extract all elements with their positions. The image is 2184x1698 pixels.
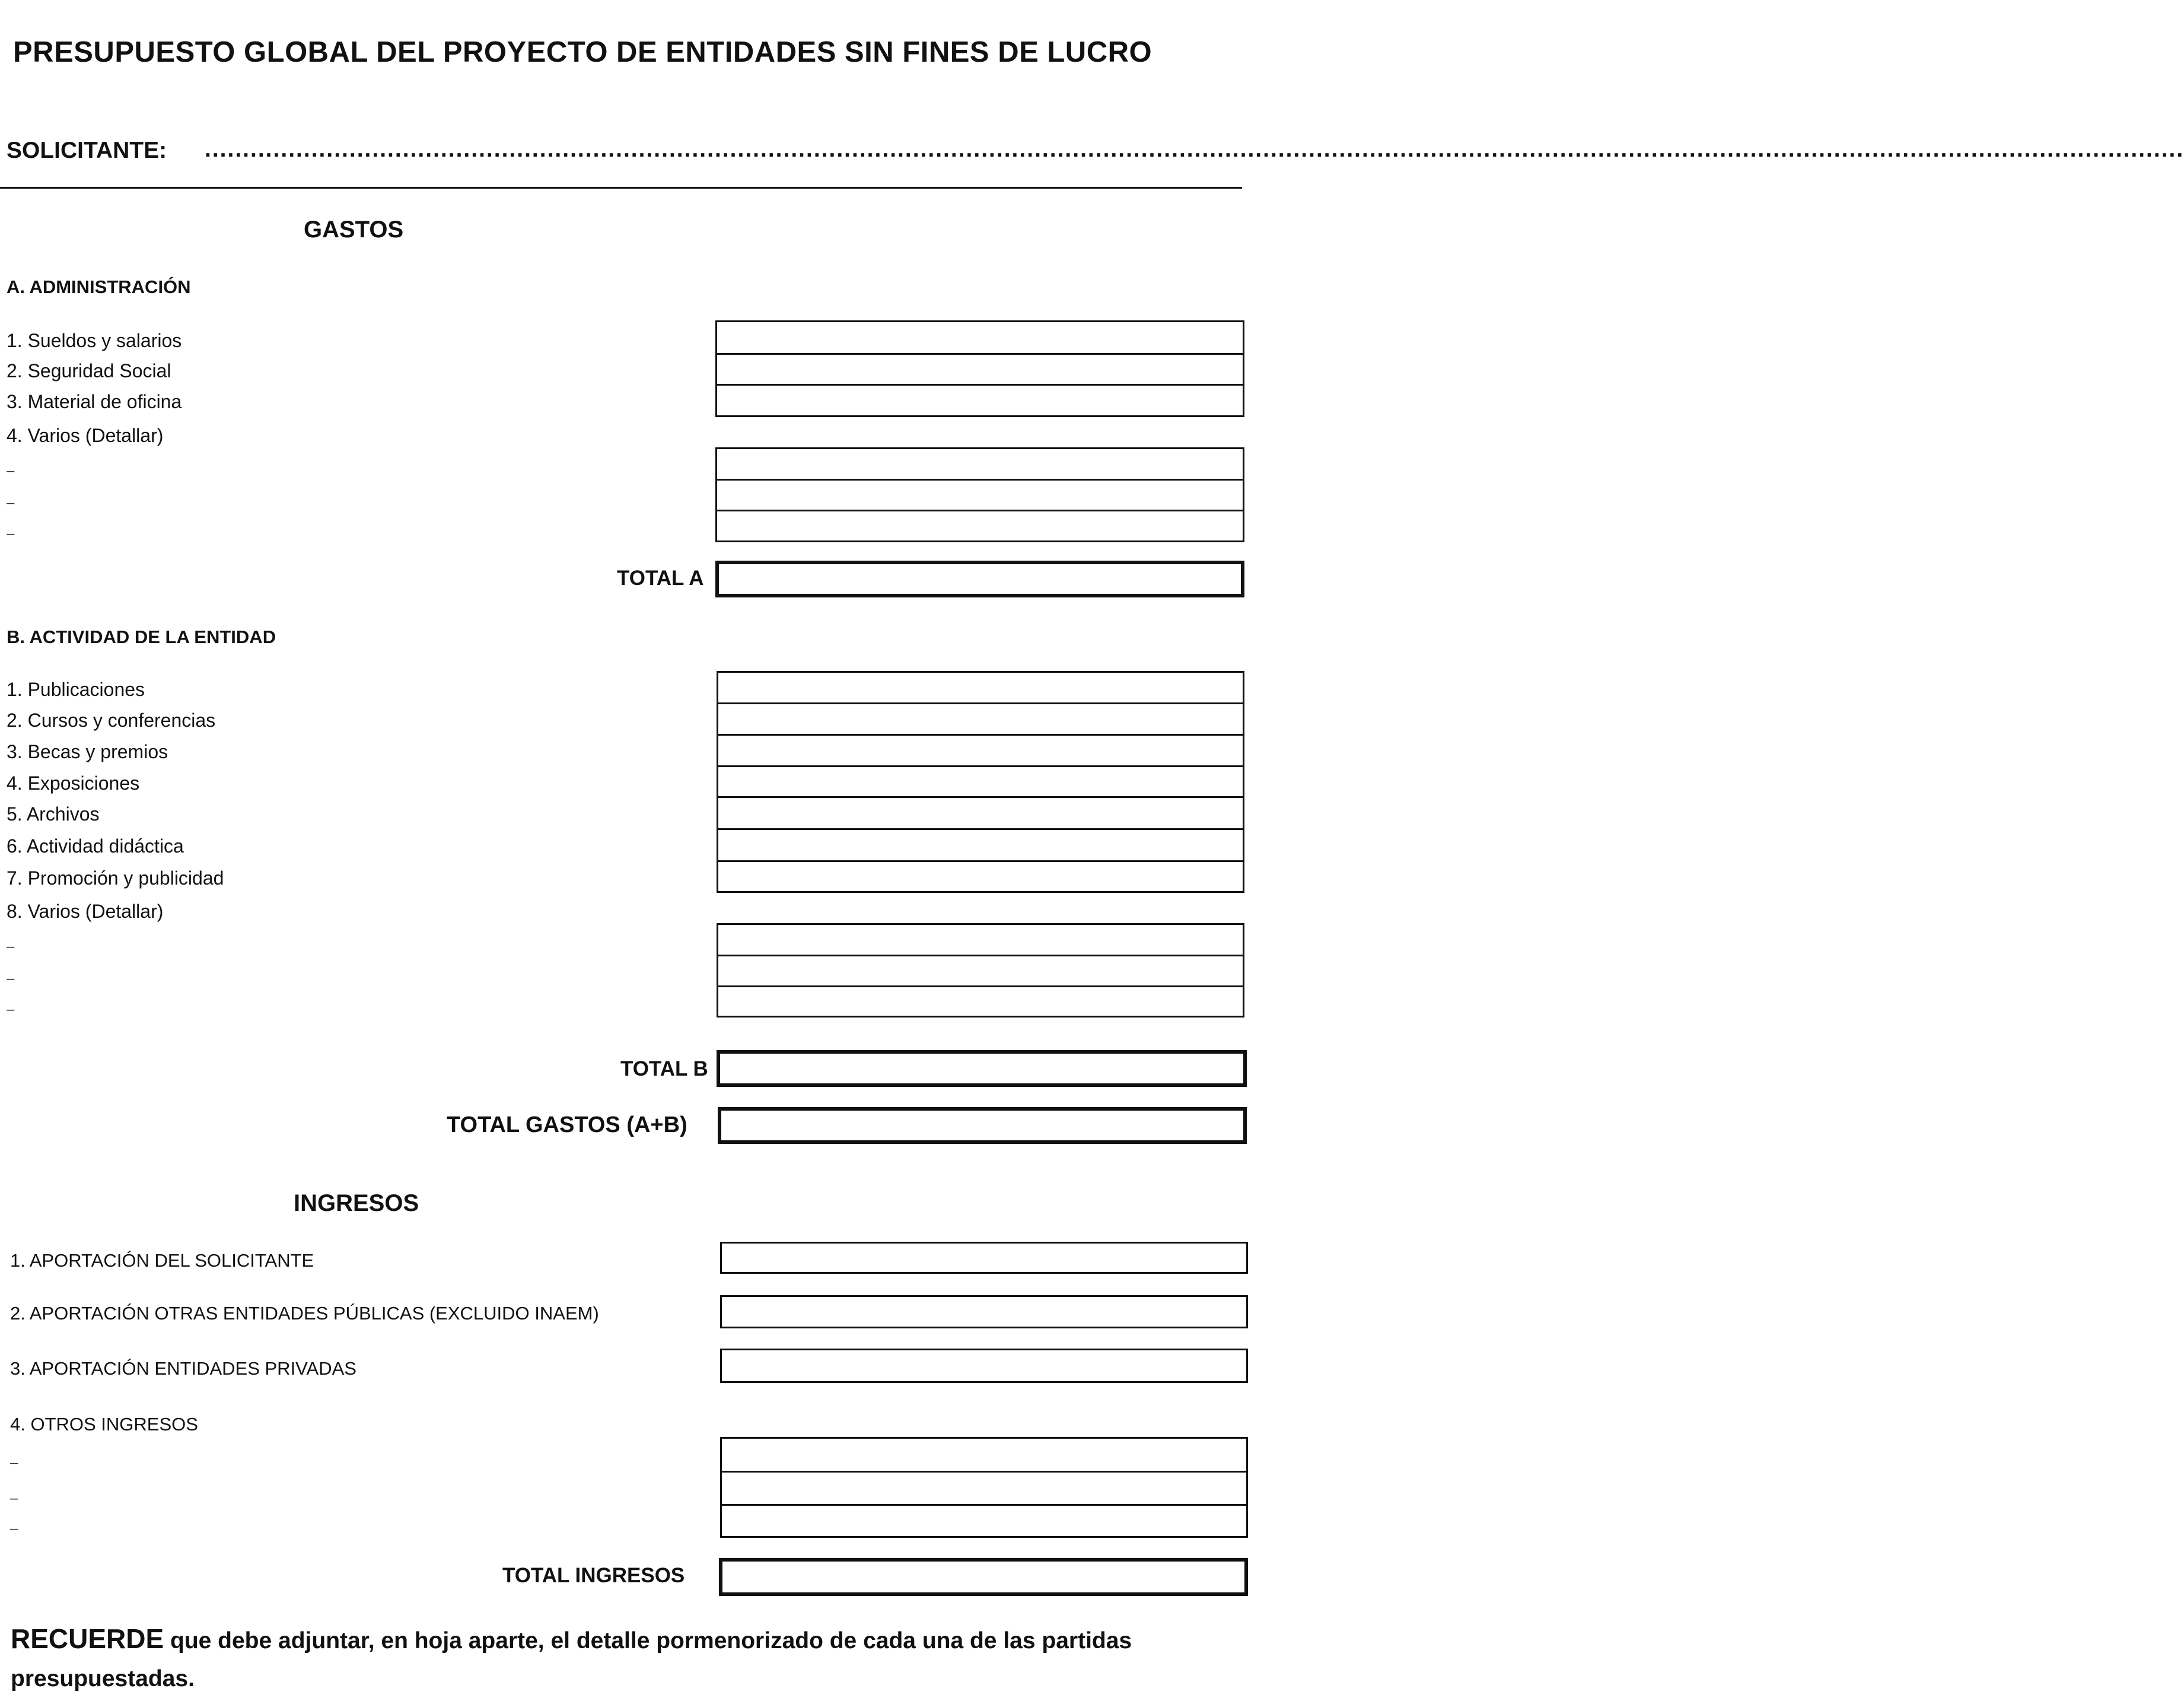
ingreso-entidades-publicas: 2. APORTACIÓN OTRAS ENTIDADES PÚBLICAS (EXCLUIDO INAEM) [10, 1303, 599, 1324]
row-divider [718, 955, 1243, 956]
total-ingresos-label: TOTAL INGRESOS [502, 1564, 685, 1587]
item-varios-a: 4. Varios (Detallar) [7, 425, 164, 446]
section-b-heading: B. ACTIVIDAD DE LA ENTIDAD [7, 627, 276, 647]
amount-box-ingreso-1[interactable] [720, 1242, 1248, 1274]
item-promocion: 7. Promoción y publicidad [7, 867, 224, 889]
row-divider [718, 985, 1243, 987]
row-divider [718, 702, 1243, 704]
ingreso-entidades-privadas: 3. APORTACIÓN ENTIDADES PRIVADAS [10, 1358, 356, 1379]
amount-box-a-items[interactable] [715, 320, 1244, 417]
item-actividad-didactica: 6. Actividad didáctica [7, 835, 184, 857]
dash-ing-3: – [10, 1521, 18, 1537]
amount-box-otros-ingresos[interactable] [720, 1437, 1248, 1538]
reminder-text: que debe adjuntar, en hoja aparte, el detalle pormenorizado de cada una de las partidas presupuestadas. [11, 1628, 1132, 1691]
reminder-note [11, 1620, 1239, 1698]
total-ingresos-box[interactable] [719, 1558, 1248, 1596]
dash-b-2: – [7, 971, 15, 987]
amount-box-ingreso-3[interactable] [720, 1349, 1248, 1383]
ingreso-solicitante: 1. APORTACIÓN DEL SOLICITANTE [10, 1250, 314, 1271]
row-divider [718, 796, 1243, 798]
item-publicaciones: 1. Publicaciones [7, 679, 145, 700]
dash-ing-1: – [10, 1455, 18, 1471]
row-divider [722, 1471, 1246, 1473]
item-material-oficina: 3. Material de oficina [7, 391, 182, 412]
dash-b-1: – [7, 939, 15, 955]
dash-b-3: – [7, 1001, 15, 1017]
row-divider [717, 353, 1243, 355]
row-divider [717, 384, 1243, 386]
amount-box-a-varios[interactable] [715, 447, 1244, 542]
header-divider [0, 187, 1242, 189]
dash-ing-2: – [10, 1490, 18, 1506]
dash-a-2: – [7, 495, 15, 511]
item-becas: 3. Becas y premios [7, 741, 168, 762]
total-gastos-box[interactable] [718, 1107, 1247, 1144]
total-a-box[interactable] [715, 561, 1244, 597]
item-sueldos: 1. Sueldos y salarios [7, 330, 182, 351]
item-archivos: 5. Archivos [7, 803, 100, 825]
total-b-label: TOTAL B [620, 1057, 708, 1080]
item-varios-b: 8. Varios (Detallar) [7, 901, 164, 922]
row-divider [718, 765, 1243, 767]
row-divider [718, 860, 1243, 862]
amount-box-b-varios[interactable] [717, 923, 1244, 1017]
ingresos-heading: INGRESOS [294, 1190, 419, 1216]
item-exposiciones: 4. Exposiciones [7, 772, 140, 794]
total-a-label: TOTAL A [617, 567, 704, 590]
item-cursos: 2. Cursos y conferencias [7, 710, 216, 731]
dash-a-3: – [7, 526, 15, 542]
row-divider [717, 479, 1243, 481]
item-seguridad-social: 2. Seguridad Social [7, 360, 171, 381]
gastos-heading: GASTOS [304, 217, 404, 243]
row-divider [717, 510, 1243, 511]
solicitante-label: SOLICITANTE: [7, 138, 167, 163]
row-divider [718, 734, 1243, 736]
row-divider [718, 828, 1243, 830]
reminder-lead: RECUERDE [11, 1623, 164, 1654]
page-title: PRESUPUESTO GLOBAL DEL PROYECTO DE ENTIDADES SIN FINES DE LUCRO [13, 36, 1153, 68]
dash-a-1: – [7, 463, 15, 479]
amount-box-ingreso-2[interactable] [720, 1295, 1248, 1328]
section-a-heading: A. ADMINISTRACIÓN [7, 276, 191, 297]
ingreso-otros: 4. OTROS INGRESOS [10, 1414, 198, 1435]
row-divider [722, 1504, 1246, 1506]
total-gastos-label: TOTAL GASTOS (A+B) [447, 1112, 687, 1137]
total-b-box[interactable] [717, 1050, 1247, 1087]
solicitante-field[interactable]: .................................................................................................................................................................................................................................................................... [205, 136, 2184, 162]
amount-box-b-items[interactable] [717, 671, 1244, 893]
